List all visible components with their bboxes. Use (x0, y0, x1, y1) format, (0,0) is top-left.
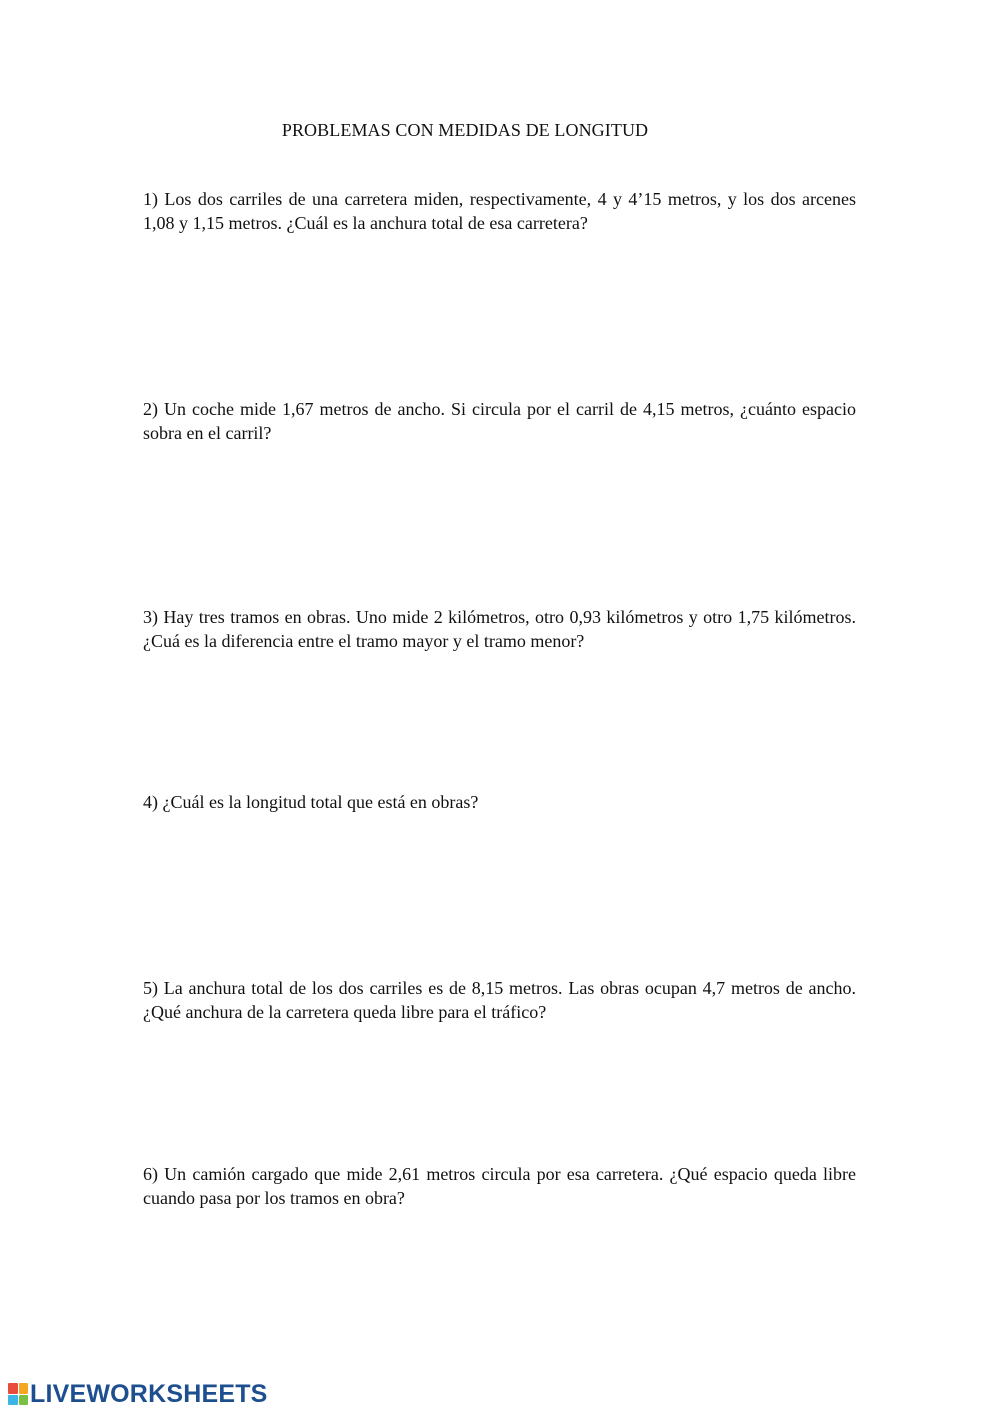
logo-square-blue (8, 1395, 18, 1406)
problem-1: 1) Los dos carriles de una carretera miden, respectivamente, 4 y 4’15 metros, y los dos arcenes 1,08 y 1,15 metros. ¿Cuál es la anchura total de esa carretera? (143, 189, 856, 233)
footer-logo (8, 1381, 268, 1407)
logo-square-green (19, 1395, 29, 1406)
logo-square-red (8, 1383, 18, 1394)
problem-4: 4) ¿Cuál es la longitud total que está en obras? (143, 792, 479, 812)
brand-name: LIVEWORKSHEETS (30, 1380, 268, 1408)
problem-6: 6) Un camión cargado que mide 2,61 metros circula por esa carretera. ¿Qué espacio queda libre cuando pasa por los tramos en obra? (143, 1164, 856, 1208)
problem-2: 2) Un coche mide 1,67 metros de ancho. Si circula por el carril de 4,15 metros, ¿cuánto espacio sobra en el carril? (143, 399, 856, 443)
liveworksheets-logo-icon (8, 1383, 28, 1405)
problem-3: 3) Hay tres tramos en obras. Uno mide 2 kilómetros, otro 0,93 kilómetros y otro 1,75 kilómetros. ¿Cuá es la diferencia entre el tramo mayor y el tramo menor? (143, 607, 856, 651)
page-title: PROBLEMAS CON MEDIDAS DE LONGITUD (281, 120, 649, 140)
problem-5: 5) La anchura total de los dos carriles es de 8,15 metros. Las obras ocupan 4,7 metros de ancho. ¿Qué anchura de la carretera queda libre para el tráfico? (143, 978, 856, 1022)
logo-square-orange (19, 1383, 29, 1394)
